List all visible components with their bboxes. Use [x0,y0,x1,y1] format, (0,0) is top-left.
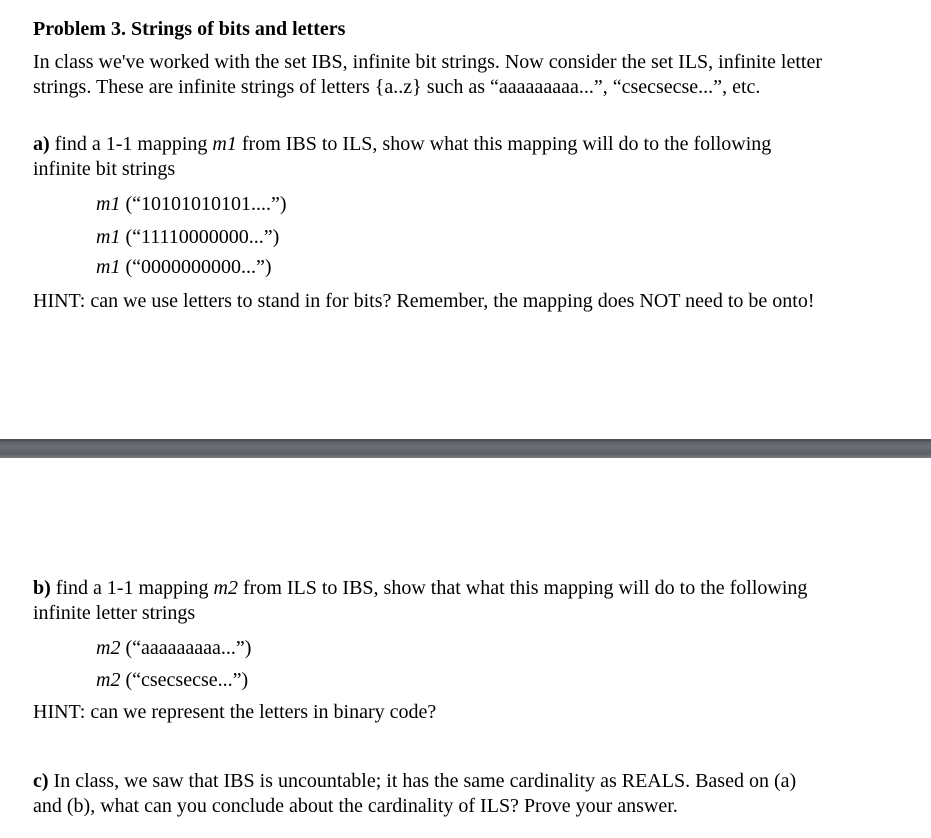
part-a-example-1 [96,192,287,216]
example-fn: m2 [96,669,121,691]
part-b-label: b) [33,577,51,599]
part-b-line-1 [33,576,807,600]
part-c-label: c) [33,770,49,792]
part-b-mapping-name: m2 [213,577,238,599]
part-c-line-2: and (b), what can you conclude about the cardinality of ILS? Prove your answer. [33,795,678,817]
example-arg: (“csecsecse...”) [120,669,249,691]
part-a-hint: HINT: can we use letters to stand in for bits? Remember, the mapping does NOT need to be onto! [33,290,815,312]
page-divider [0,439,931,458]
part-c-line-1 [33,769,796,793]
part-a-text-rest: from IBS to ILS, show what this mapping will do to the following [236,133,772,155]
part-a-mapping-name: m1 [212,133,237,155]
page-bottom [0,458,931,838]
part-b-text-rest: from ILS to IBS, show that what this mapping will do to the following [238,577,808,599]
part-b-example-2 [96,668,248,692]
part-b-text: find a 1-1 mapping [50,577,214,599]
intro-line-2: strings. These are infinite strings of letters {a..z} such as “aaaaaaaaa...”, “csecsecse...”, etc. [33,76,761,98]
example-fn: m1 [96,226,121,248]
part-a-line-1 [33,132,771,156]
example-fn: m1 [96,193,121,215]
example-fn: m2 [96,637,121,659]
example-arg: (“11110000000...”) [120,226,280,248]
part-c-text: In class, we saw that IBS is uncountable; it has the same cardinality as REALS. Based on (a) [48,770,797,792]
example-arg: (“aaaaaaaaa...”) [120,637,252,659]
example-fn: m1 [96,256,121,278]
part-a-text: find a 1-1 mapping [49,133,213,155]
example-arg: (“0000000000...”) [120,256,272,278]
part-a-label: a) [33,133,50,155]
example-arg: (“10101010101....”) [120,193,287,215]
part-b-line-2: infinite letter strings [33,602,196,624]
part-a-example-2 [96,225,279,249]
part-a-example-3 [96,255,272,279]
part-b-hint: HINT: can we represent the letters in binary code? [33,701,437,723]
intro-line-1: In class we've worked with the set IBS, infinite bit strings. Now consider the set ILS, infinite letter [33,51,823,73]
problem-title: Problem 3. Strings of bits and letters [33,18,346,40]
part-b-example-1 [96,636,251,660]
part-a-line-2: infinite bit strings [33,158,176,180]
